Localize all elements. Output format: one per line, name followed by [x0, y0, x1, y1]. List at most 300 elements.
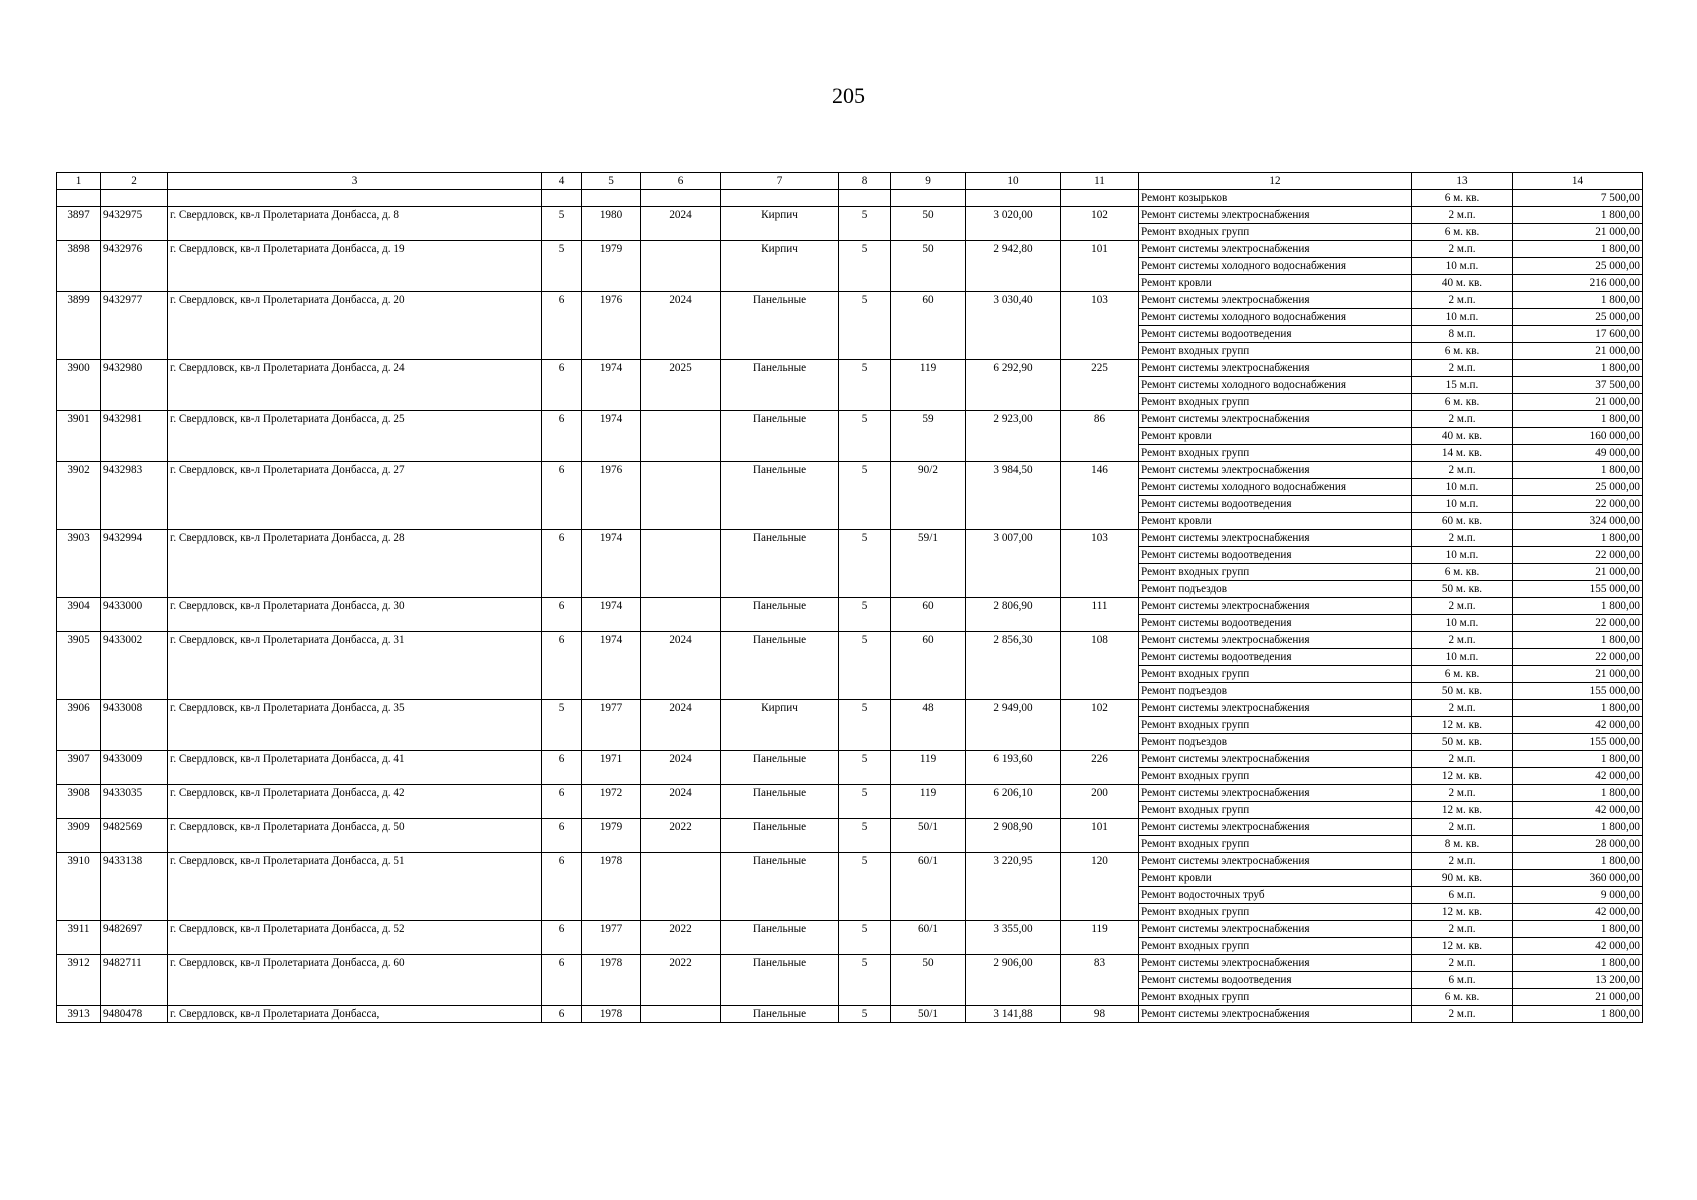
- col-8-value-cell: 5: [839, 360, 891, 411]
- work-cost-cell: 1 800,00: [1513, 785, 1643, 802]
- address-cell: г. Свердловск, кв-л Пролетариата Донбасса, д. 25: [168, 411, 542, 462]
- work-name-cell: Ремонт входных групп: [1139, 904, 1412, 921]
- work-name-cell: Ремонт входных групп: [1139, 938, 1412, 955]
- table-row: [57, 1006, 1643, 1023]
- work-name-cell: Ремонт кровли: [1139, 428, 1412, 445]
- year-planned-cell: 2024: [641, 785, 721, 819]
- work-cost-cell: 216 000,00: [1513, 275, 1643, 292]
- building-code-cell: 9480478: [101, 1006, 168, 1023]
- col-4-value-cell: 6: [542, 819, 582, 853]
- table-row: [57, 292, 1643, 309]
- area-value-cell: [966, 190, 1061, 207]
- work-quantity-cell: 90 м. кв.: [1412, 870, 1513, 887]
- col-9-value-cell: 50: [891, 955, 966, 1006]
- work-cost-cell: 1 800,00: [1513, 241, 1643, 258]
- work-quantity-cell: 12 м. кв.: [1412, 802, 1513, 819]
- work-cost-cell: 17 600,00: [1513, 326, 1643, 343]
- column-header: 11: [1061, 173, 1139, 190]
- work-cost-cell: 7 500,00: [1513, 190, 1643, 207]
- area-value-cell: 3 030,40: [966, 292, 1061, 360]
- work-cost-cell: 25 000,00: [1513, 309, 1643, 326]
- building-code-cell: 9482697: [101, 921, 168, 955]
- address-cell: г. Свердловск, кв-л Пролетариата Донбасса,: [168, 1006, 542, 1023]
- area-value-cell: 2 923,00: [966, 411, 1061, 462]
- year-value-cell: 1974: [582, 360, 641, 411]
- work-cost-cell: 22 000,00: [1513, 496, 1643, 513]
- work-name-cell: Ремонт подъездов: [1139, 581, 1412, 598]
- work-cost-cell: 1 800,00: [1513, 462, 1643, 479]
- table-row: [57, 530, 1643, 547]
- address-cell: г. Свердловск, кв-л Пролетариата Донбасса, д. 52: [168, 921, 542, 955]
- work-name-cell: Ремонт системы электроснабжения: [1139, 632, 1412, 649]
- col-9-value-cell: 59: [891, 411, 966, 462]
- table-row: [57, 360, 1643, 377]
- work-cost-cell: 9 000,00: [1513, 887, 1643, 904]
- area-value-cell: 6 292,90: [966, 360, 1061, 411]
- col-8-value-cell: 5: [839, 462, 891, 530]
- work-quantity-cell: 2 м.п.: [1412, 360, 1513, 377]
- col-11-value-cell: 146: [1061, 462, 1139, 530]
- work-quantity-cell: 2 м.п.: [1412, 292, 1513, 309]
- year-value-cell: 1977: [582, 700, 641, 751]
- area-value-cell: 2 906,00: [966, 955, 1061, 1006]
- year-planned-cell: 2022: [641, 921, 721, 955]
- wall-material-cell: Панельные: [721, 462, 839, 530]
- col-9-value-cell: 60: [891, 598, 966, 632]
- year-value-cell: [582, 190, 641, 207]
- address-cell: г. Свердловск, кв-л Пролетариата Донбасса, д. 50: [168, 819, 542, 853]
- col-4-value-cell: [542, 190, 582, 207]
- building-code-cell: 9432980: [101, 360, 168, 411]
- building-code-cell: 9482711: [101, 955, 168, 1006]
- table-row: [57, 700, 1643, 717]
- area-value-cell: 3 020,00: [966, 207, 1061, 241]
- work-quantity-cell: 2 м.п.: [1412, 751, 1513, 768]
- year-planned-cell: [641, 598, 721, 632]
- work-quantity-cell: 2 м.п.: [1412, 530, 1513, 547]
- work-name-cell: Ремонт кровли: [1139, 870, 1412, 887]
- work-quantity-cell: 2 м.п.: [1412, 411, 1513, 428]
- work-quantity-cell: 12 м. кв.: [1412, 938, 1513, 955]
- area-value-cell: 2 806,90: [966, 598, 1061, 632]
- work-cost-cell: 360 000,00: [1513, 870, 1643, 887]
- col-9-value-cell: 119: [891, 785, 966, 819]
- wall-material-cell: Панельные: [721, 1006, 839, 1023]
- work-name-cell: Ремонт системы электроснабжения: [1139, 292, 1412, 309]
- col-11-value-cell: 226: [1061, 751, 1139, 785]
- work-name-cell: Ремонт входных групп: [1139, 836, 1412, 853]
- work-name-cell: Ремонт кровли: [1139, 275, 1412, 292]
- col-11-value-cell: 200: [1061, 785, 1139, 819]
- work-quantity-cell: 12 м. кв.: [1412, 717, 1513, 734]
- row-number-cell: 3902: [57, 462, 101, 530]
- wall-material-cell: Панельные: [721, 292, 839, 360]
- work-quantity-cell: 2 м.п.: [1412, 785, 1513, 802]
- year-value-cell: 1976: [582, 462, 641, 530]
- work-name-cell: Ремонт системы электроснабжения: [1139, 598, 1412, 615]
- year-value-cell: 1974: [582, 598, 641, 632]
- work-name-cell: Ремонт системы электроснабжения: [1139, 530, 1412, 547]
- address-cell: г. Свердловск, кв-л Пролетариата Донбасса, д. 31: [168, 632, 542, 700]
- work-name-cell: Ремонт системы электроснабжения: [1139, 751, 1412, 768]
- col-4-value-cell: 5: [542, 207, 582, 241]
- wall-material-cell: Панельные: [721, 530, 839, 598]
- address-cell: г. Свердловск, кв-л Пролетариата Донбасса, д. 27: [168, 462, 542, 530]
- building-code-cell: 9432977: [101, 292, 168, 360]
- row-number-cell: 3903: [57, 530, 101, 598]
- address-cell: г. Свердловск, кв-л Пролетариата Донбасса, д. 24: [168, 360, 542, 411]
- row-number-cell: 3905: [57, 632, 101, 700]
- work-cost-cell: 37 500,00: [1513, 377, 1643, 394]
- work-cost-cell: 22 000,00: [1513, 649, 1643, 666]
- work-cost-cell: 42 000,00: [1513, 768, 1643, 785]
- work-quantity-cell: 6 м.п.: [1412, 972, 1513, 989]
- col-4-value-cell: 6: [542, 785, 582, 819]
- col-8-value-cell: 5: [839, 530, 891, 598]
- work-name-cell: Ремонт системы электроснабжения: [1139, 819, 1412, 836]
- row-number-cell: 3898: [57, 241, 101, 292]
- col-11-value-cell: 101: [1061, 819, 1139, 853]
- work-name-cell: Ремонт системы холодного водоснабжения: [1139, 377, 1412, 394]
- col-9-value-cell: 119: [891, 751, 966, 785]
- work-cost-cell: 160 000,00: [1513, 428, 1643, 445]
- work-cost-cell: 22 000,00: [1513, 615, 1643, 632]
- wall-material-cell: Кирпич: [721, 207, 839, 241]
- work-cost-cell: 1 800,00: [1513, 360, 1643, 377]
- table-row: [57, 853, 1643, 870]
- table-row: [57, 751, 1643, 768]
- work-quantity-cell: 2 м.п.: [1412, 921, 1513, 938]
- wall-material-cell: Панельные: [721, 955, 839, 1006]
- work-cost-cell: 1 800,00: [1513, 292, 1643, 309]
- year-planned-cell: 2024: [641, 292, 721, 360]
- area-value-cell: 6 206,10: [966, 785, 1061, 819]
- col-8-value-cell: 5: [839, 955, 891, 1006]
- year-planned-cell: 2022: [641, 819, 721, 853]
- table-body: [57, 190, 1643, 1023]
- work-cost-cell: 21 000,00: [1513, 394, 1643, 411]
- work-name-cell: Ремонт системы электроснабжения: [1139, 360, 1412, 377]
- work-quantity-cell: 6 м. кв.: [1412, 666, 1513, 683]
- row-number-cell: [57, 190, 101, 207]
- work-quantity-cell: 6 м. кв.: [1412, 564, 1513, 581]
- row-number-cell: 3906: [57, 700, 101, 751]
- work-cost-cell: 1 800,00: [1513, 411, 1643, 428]
- column-header: 8: [839, 173, 891, 190]
- work-name-cell: Ремонт системы электроснабжения: [1139, 955, 1412, 972]
- work-cost-cell: 28 000,00: [1513, 836, 1643, 853]
- work-quantity-cell: 12 м. кв.: [1412, 904, 1513, 921]
- address-cell: г. Свердловск, кв-л Пролетариата Донбасса, д. 8: [168, 207, 542, 241]
- col-4-value-cell: 6: [542, 1006, 582, 1023]
- row-number-cell: 3910: [57, 853, 101, 921]
- col-4-value-cell: 6: [542, 360, 582, 411]
- table-row: [57, 819, 1643, 836]
- year-value-cell: 1974: [582, 530, 641, 598]
- column-number-row: [57, 173, 1643, 190]
- work-cost-cell: 49 000,00: [1513, 445, 1643, 462]
- building-code-cell: 9432976: [101, 241, 168, 292]
- year-planned-cell: [641, 462, 721, 530]
- area-value-cell: 2 942,80: [966, 241, 1061, 292]
- col-11-value-cell: 111: [1061, 598, 1139, 632]
- year-value-cell: 1979: [582, 241, 641, 292]
- work-cost-cell: 1 800,00: [1513, 530, 1643, 547]
- building-code-cell: 9432981: [101, 411, 168, 462]
- col-9-value-cell: 50: [891, 207, 966, 241]
- work-name-cell: Ремонт системы электроснабжения: [1139, 785, 1412, 802]
- work-name-cell: Ремонт системы водоотведения: [1139, 326, 1412, 343]
- col-4-value-cell: 5: [542, 700, 582, 751]
- col-11-value-cell: 102: [1061, 207, 1139, 241]
- column-header: 5: [582, 173, 641, 190]
- table-row: [57, 241, 1643, 258]
- year-planned-cell: [641, 411, 721, 462]
- work-name-cell: Ремонт системы водоотведения: [1139, 547, 1412, 564]
- work-name-cell: Ремонт системы водоотведения: [1139, 972, 1412, 989]
- wall-material-cell: [721, 190, 839, 207]
- work-quantity-cell: 2 м.п.: [1412, 700, 1513, 717]
- building-code-cell: 9433138: [101, 853, 168, 921]
- table-row: [57, 955, 1643, 972]
- column-header: 9: [891, 173, 966, 190]
- building-code-cell: 9433002: [101, 632, 168, 700]
- col-8-value-cell: 5: [839, 1006, 891, 1023]
- work-quantity-cell: 40 м. кв.: [1412, 275, 1513, 292]
- work-quantity-cell: 60 м. кв.: [1412, 513, 1513, 530]
- year-planned-cell: 2022: [641, 955, 721, 1006]
- col-9-value-cell: [891, 190, 966, 207]
- year-planned-cell: 2025: [641, 360, 721, 411]
- col-8-value-cell: [839, 190, 891, 207]
- col-8-value-cell: 5: [839, 853, 891, 921]
- column-header: 2: [101, 173, 168, 190]
- col-11-value-cell: 119: [1061, 921, 1139, 955]
- work-quantity-cell: 50 м. кв.: [1412, 683, 1513, 700]
- year-value-cell: 1977: [582, 921, 641, 955]
- wall-material-cell: Кирпич: [721, 700, 839, 751]
- work-name-cell: Ремонт кровли: [1139, 513, 1412, 530]
- col-4-value-cell: 6: [542, 292, 582, 360]
- work-cost-cell: 1 800,00: [1513, 598, 1643, 615]
- work-quantity-cell: 6 м.п.: [1412, 887, 1513, 904]
- table-row: [57, 411, 1643, 428]
- col-11-value-cell: 101: [1061, 241, 1139, 292]
- work-quantity-cell: 12 м. кв.: [1412, 768, 1513, 785]
- work-cost-cell: 22 000,00: [1513, 547, 1643, 564]
- year-value-cell: 1978: [582, 853, 641, 921]
- work-name-cell: Ремонт системы электроснабжения: [1139, 921, 1412, 938]
- col-8-value-cell: 5: [839, 785, 891, 819]
- work-cost-cell: 13 200,00: [1513, 972, 1643, 989]
- year-planned-cell: [641, 530, 721, 598]
- table-row: [57, 632, 1643, 649]
- page-number: 205: [832, 83, 865, 108]
- col-4-value-cell: 6: [542, 955, 582, 1006]
- work-quantity-cell: 15 м.п.: [1412, 377, 1513, 394]
- col-9-value-cell: 50/1: [891, 819, 966, 853]
- table-row: [57, 921, 1643, 938]
- col-11-value-cell: 102: [1061, 700, 1139, 751]
- address-cell: г. Свердловск, кв-л Пролетариата Донбасса, д. 51: [168, 853, 542, 921]
- area-value-cell: 3 355,00: [966, 921, 1061, 955]
- building-code-cell: 9432983: [101, 462, 168, 530]
- work-cost-cell: 42 000,00: [1513, 938, 1643, 955]
- building-code-cell: 9432975: [101, 207, 168, 241]
- building-code-cell: 9433000: [101, 598, 168, 632]
- work-quantity-cell: 2 м.п.: [1412, 819, 1513, 836]
- column-header: 6: [641, 173, 721, 190]
- work-cost-cell: 1 800,00: [1513, 921, 1643, 938]
- work-name-cell: Ремонт системы электроснабжения: [1139, 853, 1412, 870]
- wall-material-cell: Кирпич: [721, 241, 839, 292]
- col-8-value-cell: 5: [839, 241, 891, 292]
- area-value-cell: 3 220,95: [966, 853, 1061, 921]
- address-cell: г. Свердловск, кв-л Пролетариата Донбасса, д. 35: [168, 700, 542, 751]
- year-value-cell: 1980: [582, 207, 641, 241]
- year-planned-cell: 2024: [641, 207, 721, 241]
- work-cost-cell: 21 000,00: [1513, 666, 1643, 683]
- col-4-value-cell: 6: [542, 598, 582, 632]
- row-number-cell: 3897: [57, 207, 101, 241]
- area-value-cell: 2 949,00: [966, 700, 1061, 751]
- col-11-value-cell: 103: [1061, 530, 1139, 598]
- col-4-value-cell: 6: [542, 751, 582, 785]
- year-value-cell: 1978: [582, 1006, 641, 1023]
- work-name-cell: Ремонт входных групп: [1139, 768, 1412, 785]
- work-name-cell: Ремонт системы электроснабжения: [1139, 1006, 1412, 1023]
- work-quantity-cell: 10 м.п.: [1412, 309, 1513, 326]
- col-11-value-cell: 103: [1061, 292, 1139, 360]
- address-cell: г. Свердловск, кв-л Пролетариата Донбасса, д. 41: [168, 751, 542, 785]
- col-11-value-cell: 225: [1061, 360, 1139, 411]
- building-code-cell: [101, 190, 168, 207]
- work-quantity-cell: 40 м. кв.: [1412, 428, 1513, 445]
- work-quantity-cell: 2 м.п.: [1412, 853, 1513, 870]
- building-code-cell: 9433008: [101, 700, 168, 751]
- col-4-value-cell: 6: [542, 921, 582, 955]
- address-cell: г. Свердловск, кв-л Пролетариата Донбасса, д. 28: [168, 530, 542, 598]
- area-value-cell: 3 984,50: [966, 462, 1061, 530]
- work-name-cell: Ремонт системы электроснабжения: [1139, 700, 1412, 717]
- col-11-value-cell: 98: [1061, 1006, 1139, 1023]
- work-quantity-cell: 6 м. кв.: [1412, 989, 1513, 1006]
- wall-material-cell: Панельные: [721, 819, 839, 853]
- row-number-cell: 3911: [57, 921, 101, 955]
- table-row: [57, 598, 1643, 615]
- col-4-value-cell: 6: [542, 632, 582, 700]
- table-row: [57, 190, 1643, 207]
- column-header: 1: [57, 173, 101, 190]
- work-name-cell: Ремонт системы холодного водоснабжения: [1139, 309, 1412, 326]
- work-quantity-cell: 50 м. кв.: [1412, 734, 1513, 751]
- work-quantity-cell: 10 м.п.: [1412, 479, 1513, 496]
- col-11-value-cell: 108: [1061, 632, 1139, 700]
- work-name-cell: Ремонт системы электроснабжения: [1139, 207, 1412, 224]
- column-header: 12: [1139, 173, 1412, 190]
- work-name-cell: Ремонт системы водоотведения: [1139, 615, 1412, 632]
- col-11-value-cell: 120: [1061, 853, 1139, 921]
- col-8-value-cell: 5: [839, 207, 891, 241]
- col-9-value-cell: 48: [891, 700, 966, 751]
- column-header: 10: [966, 173, 1061, 190]
- table-row: [57, 785, 1643, 802]
- work-quantity-cell: 50 м. кв.: [1412, 581, 1513, 598]
- row-number-cell: 3901: [57, 411, 101, 462]
- work-cost-cell: 42 000,00: [1513, 717, 1643, 734]
- work-quantity-cell: 10 м.п.: [1412, 649, 1513, 666]
- work-quantity-cell: 6 м. кв.: [1412, 394, 1513, 411]
- work-quantity-cell: 2 м.п.: [1412, 207, 1513, 224]
- work-quantity-cell: 2 м.п.: [1412, 955, 1513, 972]
- address-cell: [168, 190, 542, 207]
- work-name-cell: Ремонт системы водоотведения: [1139, 496, 1412, 513]
- row-number-cell: 3909: [57, 819, 101, 853]
- work-cost-cell: 25 000,00: [1513, 258, 1643, 275]
- building-code-cell: 9432994: [101, 530, 168, 598]
- address-cell: г. Свердловск, кв-л Пролетариата Донбасса, д. 20: [168, 292, 542, 360]
- area-value-cell: 6 193,60: [966, 751, 1061, 785]
- col-8-value-cell: 5: [839, 292, 891, 360]
- table-row: [57, 207, 1643, 224]
- work-quantity-cell: 10 м.п.: [1412, 258, 1513, 275]
- work-cost-cell: 1 800,00: [1513, 751, 1643, 768]
- year-planned-cell: 2024: [641, 632, 721, 700]
- work-name-cell: Ремонт системы электроснабжения: [1139, 411, 1412, 428]
- area-value-cell: 3 007,00: [966, 530, 1061, 598]
- column-header: 7: [721, 173, 839, 190]
- year-value-cell: 1979: [582, 819, 641, 853]
- work-cost-cell: 21 000,00: [1513, 564, 1643, 581]
- work-cost-cell: 155 000,00: [1513, 734, 1643, 751]
- year-value-cell: 1976: [582, 292, 641, 360]
- work-cost-cell: 324 000,00: [1513, 513, 1643, 530]
- col-9-value-cell: 119: [891, 360, 966, 411]
- work-cost-cell: 42 000,00: [1513, 802, 1643, 819]
- col-8-value-cell: 5: [839, 921, 891, 955]
- col-8-value-cell: 5: [839, 598, 891, 632]
- work-name-cell: Ремонт входных групп: [1139, 989, 1412, 1006]
- work-cost-cell: 1 800,00: [1513, 207, 1643, 224]
- table-row: [57, 462, 1643, 479]
- work-cost-cell: 155 000,00: [1513, 683, 1643, 700]
- work-cost-cell: 21 000,00: [1513, 989, 1643, 1006]
- area-value-cell: 2 908,90: [966, 819, 1061, 853]
- work-cost-cell: 155 000,00: [1513, 581, 1643, 598]
- col-9-value-cell: 50: [891, 241, 966, 292]
- col-4-value-cell: 5: [542, 241, 582, 292]
- col-8-value-cell: 5: [839, 751, 891, 785]
- work-cost-cell: 1 800,00: [1513, 632, 1643, 649]
- work-name-cell: Ремонт входных групп: [1139, 445, 1412, 462]
- col-4-value-cell: 6: [542, 530, 582, 598]
- work-cost-cell: 1 800,00: [1513, 853, 1643, 870]
- work-name-cell: Ремонт входных групп: [1139, 343, 1412, 360]
- col-9-value-cell: 50/1: [891, 1006, 966, 1023]
- year-planned-cell: [641, 190, 721, 207]
- col-9-value-cell: 60: [891, 292, 966, 360]
- row-number-cell: 3913: [57, 1006, 101, 1023]
- col-4-value-cell: 6: [542, 462, 582, 530]
- work-quantity-cell: 10 м.п.: [1412, 496, 1513, 513]
- work-quantity-cell: 2 м.п.: [1412, 1006, 1513, 1023]
- wall-material-cell: Панельные: [721, 921, 839, 955]
- year-planned-cell: [641, 241, 721, 292]
- work-cost-cell: 42 000,00: [1513, 904, 1643, 921]
- work-name-cell: Ремонт системы холодного водоснабжения: [1139, 258, 1412, 275]
- column-header: 4: [542, 173, 582, 190]
- work-quantity-cell: 6 м. кв.: [1412, 190, 1513, 207]
